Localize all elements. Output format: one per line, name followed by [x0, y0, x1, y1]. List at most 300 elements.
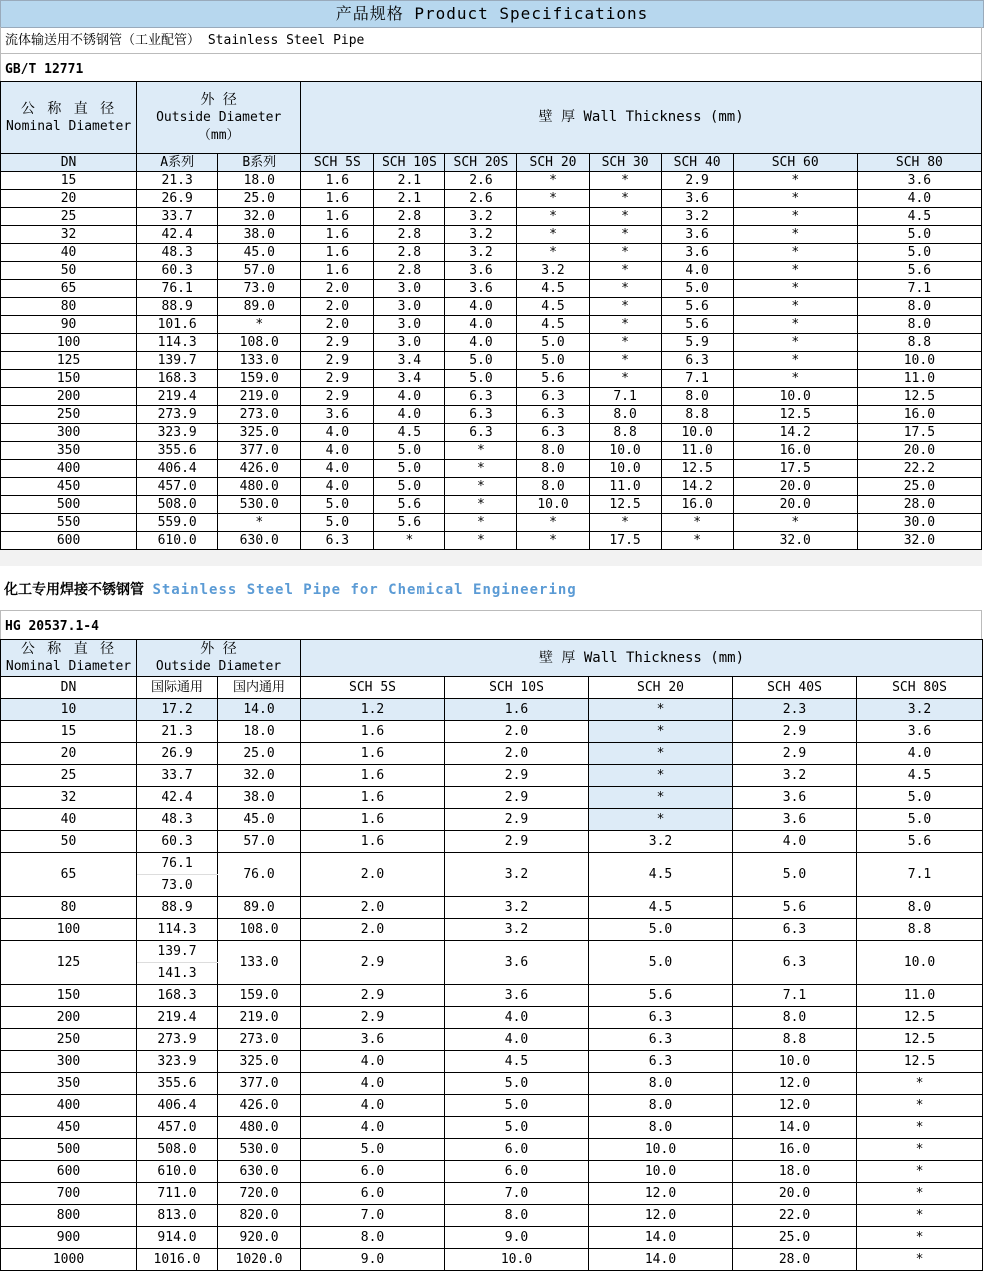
table-row — [1, 1007, 983, 1029]
table-row — [1, 316, 982, 334]
table-cell: * — [374, 532, 445, 550]
table-cell: 57.0 — [218, 262, 301, 280]
table-cell: 5.0 — [661, 280, 733, 298]
table-cell: 30.0 — [857, 514, 981, 532]
table-cell: 4.0 — [445, 298, 517, 316]
table-cell: 5.0 — [589, 941, 733, 985]
table-cell: 20.0 — [733, 478, 857, 496]
table-cell: 5.6 — [374, 514, 445, 532]
table-cell: 5.6 — [374, 496, 445, 514]
table-cell: 1.6 — [301, 743, 445, 765]
table-cell: 4.0 — [301, 1073, 445, 1095]
table-cell: 219.0 — [218, 388, 301, 406]
table-cell: 6.3 — [517, 406, 589, 424]
table-row — [1, 1139, 983, 1161]
table-cell: 15 — [1, 172, 137, 190]
table-cell: 3.6 — [445, 280, 517, 298]
table-cell: * — [589, 699, 733, 721]
intl-od-cell: 610.0 — [137, 1161, 218, 1183]
table-cell: 2.0 — [301, 897, 445, 919]
table-cell: 3.2 — [445, 244, 517, 262]
outside-diameter-header — [137, 82, 301, 154]
intl-od-cell: 219.4 — [137, 1007, 218, 1029]
domestic-od-cell: 57.0 — [218, 831, 301, 853]
table-cell: 3.6 — [733, 809, 857, 831]
table-cell: 10.0 — [589, 460, 661, 478]
table-cell: * — [589, 809, 733, 831]
dn-cell: 50 — [1, 831, 137, 853]
table-cell: 32.0 — [857, 532, 981, 550]
table-cell: 76.1 — [137, 280, 218, 298]
outside-diameter-header — [137, 640, 301, 677]
domestic-od-cell: 1020.0 — [218, 1249, 301, 1271]
table-cell: * — [589, 172, 661, 190]
table-cell: * — [857, 1183, 983, 1205]
table-cell: 6.3 — [517, 424, 589, 442]
table-cell: 6.3 — [445, 424, 517, 442]
table-cell: * — [517, 208, 589, 226]
intl-od-cell: 273.9 — [137, 1029, 218, 1051]
table-cell: * — [733, 514, 857, 532]
table-row — [1, 208, 982, 226]
table-row — [1, 809, 983, 831]
table-cell: 4.0 — [857, 190, 981, 208]
table-cell: 60.3 — [137, 262, 218, 280]
dn-cell: 32 — [1, 787, 137, 809]
intl-od-cell: 17.2 — [137, 699, 218, 721]
section2-subtitle-en: Stainless Steel Pipe for Chemical Engineering — [152, 582, 577, 598]
outside-diameter-en: Outside Diameter — [156, 109, 282, 125]
table-cell: * — [445, 442, 517, 460]
table-cell: * — [589, 262, 661, 280]
intl-od-cell: 355.6 — [137, 1073, 218, 1095]
table-cell: 3.6 — [857, 172, 981, 190]
dn-cell: 15 — [1, 721, 137, 743]
domestic-od-cell: 630.0 — [218, 1161, 301, 1183]
table-cell: 114.3 — [137, 334, 218, 352]
table-cell: 2.9 — [445, 787, 589, 809]
table-cell: 1.6 — [301, 831, 445, 853]
domestic-od-cell: 480.0 — [218, 1117, 301, 1139]
table-cell: 32.0 — [218, 208, 301, 226]
table-cell: 4.0 — [857, 743, 983, 765]
table-cell: 3.6 — [445, 985, 589, 1007]
table-row — [1, 1073, 983, 1095]
table-cell: * — [589, 334, 661, 352]
table-row — [1, 172, 982, 190]
table-cell: 4.0 — [374, 406, 445, 424]
table-cell: 6.0 — [445, 1161, 589, 1183]
column-header: DN — [1, 154, 137, 172]
dn-cell: 450 — [1, 1117, 137, 1139]
table-cell: 7.1 — [661, 370, 733, 388]
table-cell: 5.0 — [857, 809, 983, 831]
intl-od-cell: 26.9 — [137, 743, 218, 765]
table-row — [1, 941, 983, 963]
table-cell: 14.2 — [733, 424, 857, 442]
domestic-od-cell: 32.0 — [218, 765, 301, 787]
intl-od-cell: 168.3 — [137, 985, 218, 1007]
table-cell: 12.0 — [589, 1205, 733, 1227]
table-row — [1, 1095, 983, 1117]
table-cell: 5.6 — [517, 370, 589, 388]
intl-od-cell: 114.3 — [137, 919, 218, 941]
column-header: SCH 30 — [589, 154, 661, 172]
column-header: SCH 20 — [589, 677, 733, 699]
column-header: SCH 40S — [733, 677, 857, 699]
table-cell: 5.0 — [374, 478, 445, 496]
intl-od-cell: 914.0 — [137, 1227, 218, 1249]
table-cell: 1.6 — [301, 208, 374, 226]
domestic-od-cell: 38.0 — [218, 787, 301, 809]
table-cell: 600 — [1, 532, 137, 550]
table-cell: 8.8 — [589, 424, 661, 442]
table-row — [1, 1249, 983, 1271]
table-cell: 4.5 — [517, 316, 589, 334]
table-cell: * — [445, 496, 517, 514]
domestic-od-cell: 76.0 — [218, 853, 301, 897]
table-cell: 6.3 — [517, 388, 589, 406]
intl-od-cell: 406.4 — [137, 1095, 218, 1117]
table-cell: 17.5 — [589, 532, 661, 550]
dn-cell: 350 — [1, 1073, 137, 1095]
table-cell: 65 — [1, 280, 137, 298]
table-cell: 5.0 — [301, 1139, 445, 1161]
table-cell: 8.8 — [857, 919, 983, 941]
table-cell: 11.0 — [857, 370, 981, 388]
table-cell: * — [445, 478, 517, 496]
table-cell: 426.0 — [218, 460, 301, 478]
table-cell: 8.0 — [517, 460, 589, 478]
table-cell: 20 — [1, 190, 137, 208]
nominal-diameter-cn: 公 称 直 径 — [20, 641, 117, 657]
intl-od-cell: 141.3 — [137, 963, 218, 985]
table-cell: * — [857, 1073, 983, 1095]
table-cell: 6.3 — [733, 919, 857, 941]
domestic-od-cell: 820.0 — [218, 1205, 301, 1227]
table-cell: 133.0 — [218, 352, 301, 370]
table-cell: * — [517, 244, 589, 262]
table-cell: 1.6 — [301, 721, 445, 743]
dn-cell: 700 — [1, 1183, 137, 1205]
table-cell: * — [857, 1139, 983, 1161]
dn-cell: 900 — [1, 1227, 137, 1249]
table-row — [1, 1183, 983, 1205]
table-cell: 480.0 — [218, 478, 301, 496]
table-cell: 5.0 — [733, 853, 857, 897]
intl-od-cell: 42.4 — [137, 787, 218, 809]
table-row — [1, 1205, 983, 1227]
intl-od-cell: 76.1 — [137, 853, 218, 875]
table-cell: * — [733, 172, 857, 190]
table-cell: * — [589, 244, 661, 262]
table-row — [1, 190, 982, 208]
table-cell: 5.0 — [445, 370, 517, 388]
table-cell: 40 — [1, 244, 137, 262]
domestic-od-cell: 18.0 — [218, 721, 301, 743]
table-cell: 2.9 — [301, 1007, 445, 1029]
table-cell: 100 — [1, 334, 137, 352]
table-cell: 17.5 — [857, 424, 981, 442]
page-title: 产品规格 Product Specifications — [0, 0, 984, 28]
table-cell: 25.0 — [733, 1227, 857, 1249]
table-cell: 6.3 — [301, 532, 374, 550]
domestic-od-cell: 133.0 — [218, 941, 301, 985]
table-cell: 4.5 — [445, 1051, 589, 1073]
table-cell: 5.6 — [661, 298, 733, 316]
table-cell: * — [589, 298, 661, 316]
table-cell: 159.0 — [218, 370, 301, 388]
table-cell: 323.9 — [137, 424, 218, 442]
table-cell: 10.0 — [733, 388, 857, 406]
table-cell: * — [445, 532, 517, 550]
table-cell: 2.6 — [445, 190, 517, 208]
table-cell: 20.0 — [733, 496, 857, 514]
table-cell: 26.9 — [137, 190, 218, 208]
table-cell: 3.6 — [301, 406, 374, 424]
table-cell: 3.4 — [374, 370, 445, 388]
table-cell: 25 — [1, 208, 137, 226]
intl-od-cell: 139.7 — [137, 941, 218, 963]
table-cell: 2.9 — [301, 941, 445, 985]
table-cell: 3.2 — [445, 853, 589, 897]
table-cell: 5.0 — [517, 352, 589, 370]
table-cell: 80 — [1, 298, 137, 316]
table-cell: * — [857, 1161, 983, 1183]
table-row — [1, 460, 982, 478]
table-cell: * — [857, 1227, 983, 1249]
domestic-od-cell: 108.0 — [218, 919, 301, 941]
table-cell: 5.0 — [589, 919, 733, 941]
table-cell: 7.0 — [445, 1183, 589, 1205]
column-header: SCH 80 — [857, 154, 981, 172]
table-cell: 22.2 — [857, 460, 981, 478]
table-cell: 9.0 — [301, 1249, 445, 1271]
dn-cell: 800 — [1, 1205, 137, 1227]
domestic-od-cell: 14.0 — [218, 699, 301, 721]
table-cell: 12.5 — [733, 406, 857, 424]
table-cell: 8.0 — [589, 406, 661, 424]
section2-subtitle — [0, 575, 982, 605]
dn-cell: 40 — [1, 809, 137, 831]
table-cell: * — [733, 208, 857, 226]
table-row — [1, 1029, 983, 1051]
table-cell: 12.5 — [857, 1051, 983, 1073]
table-cell: 3.4 — [374, 352, 445, 370]
table-cell: 16.0 — [661, 496, 733, 514]
table-cell: 4.0 — [301, 1051, 445, 1073]
table-cell: 2.9 — [733, 721, 857, 743]
table-cell: 5.0 — [445, 1095, 589, 1117]
outside-diameter-unit: （mm） — [197, 127, 240, 143]
table-cell: 21.3 — [137, 172, 218, 190]
table-cell: 2.8 — [374, 244, 445, 262]
table-cell: 4.0 — [661, 262, 733, 280]
section-divider — [0, 550, 982, 566]
table-cell: 400 — [1, 460, 137, 478]
table-cell: 8.0 — [589, 1117, 733, 1139]
table-cell: 18.0 — [218, 172, 301, 190]
table-cell: * — [589, 787, 733, 809]
dn-cell: 500 — [1, 1139, 137, 1161]
outside-diameter-cn: 外 径 — [200, 91, 237, 108]
table-cell: 8.8 — [857, 334, 981, 352]
table-cell: 6.3 — [589, 1051, 733, 1073]
table-cell: 25.0 — [218, 190, 301, 208]
table-cell: 219.4 — [137, 388, 218, 406]
table-row — [1, 226, 982, 244]
nominal-diameter-en: Nominal Diameter — [5, 659, 132, 674]
table-cell: 5.6 — [589, 985, 733, 1007]
table-cell: 508.0 — [137, 496, 218, 514]
intl-od-cell: 711.0 — [137, 1183, 218, 1205]
table-cell: 48.3 — [137, 244, 218, 262]
table-cell: 5.6 — [661, 316, 733, 334]
table-cell: 12.0 — [733, 1073, 857, 1095]
table-cell: 4.5 — [517, 298, 589, 316]
intl-od-cell: 33.7 — [137, 765, 218, 787]
section2-standard: HG 20537.1-4 — [0, 610, 982, 640]
table-cell: 2.8 — [374, 262, 445, 280]
table-cell: 3.0 — [374, 334, 445, 352]
table-cell: * — [857, 1205, 983, 1227]
section1-subtitle-en: Stainless Steel Pipe — [207, 33, 365, 48]
table-cell: 168.3 — [137, 370, 218, 388]
table-cell: 10.0 — [661, 424, 733, 442]
table-row — [1, 424, 982, 442]
table-cell: 5.0 — [301, 496, 374, 514]
table-cell: 2.6 — [445, 172, 517, 190]
table-cell: 2.8 — [374, 208, 445, 226]
table-cell: 12.5 — [661, 460, 733, 478]
table-row — [1, 352, 982, 370]
table-row — [1, 478, 982, 496]
dn-cell: 65 — [1, 853, 137, 897]
table-cell: 89.0 — [218, 298, 301, 316]
table-cell: 5.6 — [857, 262, 981, 280]
table-cell: 18.0 — [733, 1161, 857, 1183]
domestic-od-cell: 45.0 — [218, 809, 301, 831]
table-cell: 2.0 — [301, 280, 374, 298]
table-cell: 50 — [1, 262, 137, 280]
table-row — [1, 919, 983, 941]
table-cell: 90 — [1, 316, 137, 334]
table-cell: 7.1 — [589, 388, 661, 406]
table-cell: 5.0 — [857, 226, 981, 244]
table-cell: 25.0 — [857, 478, 981, 496]
table-cell: * — [589, 765, 733, 787]
nominal-diameter-cn: 公 称 直 径 — [20, 100, 117, 117]
domestic-od-cell: 273.0 — [218, 1029, 301, 1051]
table-cell: 6.3 — [445, 406, 517, 424]
table-cell: 3.6 — [301, 1029, 445, 1051]
table-cell: 377.0 — [218, 442, 301, 460]
column-header: 国内通用 — [218, 677, 301, 699]
table-cell: 14.0 — [589, 1249, 733, 1271]
table-row — [1, 514, 982, 532]
table-cell: 12.5 — [857, 1007, 983, 1029]
table-cell: * — [733, 190, 857, 208]
table-cell: 2.9 — [301, 985, 445, 1007]
table-cell: 10.0 — [445, 1249, 589, 1271]
table-cell: * — [733, 244, 857, 262]
table-row — [1, 985, 983, 1007]
column-header: SCH 80S — [857, 677, 983, 699]
table-cell: 2.9 — [733, 743, 857, 765]
table-cell: 6.3 — [733, 941, 857, 985]
table-cell: * — [517, 514, 589, 532]
table-cell: 4.0 — [301, 1095, 445, 1117]
table-cell: 10.0 — [517, 496, 589, 514]
table-cell: 11.0 — [661, 442, 733, 460]
table-cell: 8.0 — [589, 1073, 733, 1095]
table-cell: 3.6 — [661, 244, 733, 262]
table-cell: 610.0 — [137, 532, 218, 550]
table-cell: * — [445, 460, 517, 478]
table-cell: 6.3 — [589, 1007, 733, 1029]
table-cell: 325.0 — [218, 424, 301, 442]
table-row — [1, 262, 982, 280]
table-cell: 1.6 — [445, 699, 589, 721]
table-cell: * — [733, 370, 857, 388]
intl-od-cell: 1016.0 — [137, 1249, 218, 1271]
table-cell: 2.9 — [301, 370, 374, 388]
intl-od-cell: 48.3 — [137, 809, 218, 831]
table-row — [1, 1117, 983, 1139]
table-cell: 6.3 — [589, 1029, 733, 1051]
table-cell: 101.6 — [137, 316, 218, 334]
table-cell: 7.0 — [301, 1205, 445, 1227]
table-cell: 10.0 — [589, 442, 661, 460]
table-cell: 5.0 — [857, 787, 983, 809]
dn-cell: 25 — [1, 765, 137, 787]
table-row — [1, 699, 983, 721]
table-cell: 8.0 — [589, 1095, 733, 1117]
table-cell: * — [589, 370, 661, 388]
table-cell: 14.0 — [589, 1227, 733, 1249]
table-cell: 2.0 — [301, 298, 374, 316]
outside-diameter-cn: 外 径 — [200, 641, 237, 657]
table-cell: 14.2 — [661, 478, 733, 496]
table-cell: 1.6 — [301, 244, 374, 262]
table-cell: 200 — [1, 388, 137, 406]
table-cell: 20.0 — [857, 442, 981, 460]
section2-subtitle-cn: 化工专用焊接不锈钢管 — [4, 582, 144, 598]
table-cell: 11.0 — [589, 478, 661, 496]
table-cell: 5.9 — [661, 334, 733, 352]
outside-diameter-en: Outside Diameter — [155, 659, 282, 674]
table-cell: 4.0 — [301, 460, 374, 478]
table-cell: 33.7 — [137, 208, 218, 226]
table-cell: 6.0 — [445, 1139, 589, 1161]
table-cell: 5.0 — [374, 460, 445, 478]
table-cell: 500 — [1, 496, 137, 514]
intl-od-cell: 323.9 — [137, 1051, 218, 1073]
table-cell: * — [589, 316, 661, 334]
table-row — [1, 1161, 983, 1183]
table-cell: 8.0 — [857, 897, 983, 919]
wall-thickness-header: 壁 厚 Wall Thickness (mm) — [301, 82, 982, 154]
table-cell: 10.0 — [857, 352, 981, 370]
table-cell: 2.9 — [661, 172, 733, 190]
table-cell: 8.0 — [517, 442, 589, 460]
table-cell: * — [733, 298, 857, 316]
table-cell: 8.0 — [301, 1227, 445, 1249]
table-cell: 8.0 — [661, 388, 733, 406]
table-cell: 5.0 — [517, 334, 589, 352]
column-header: SCH 5S — [301, 677, 445, 699]
table-cell: 1.6 — [301, 172, 374, 190]
